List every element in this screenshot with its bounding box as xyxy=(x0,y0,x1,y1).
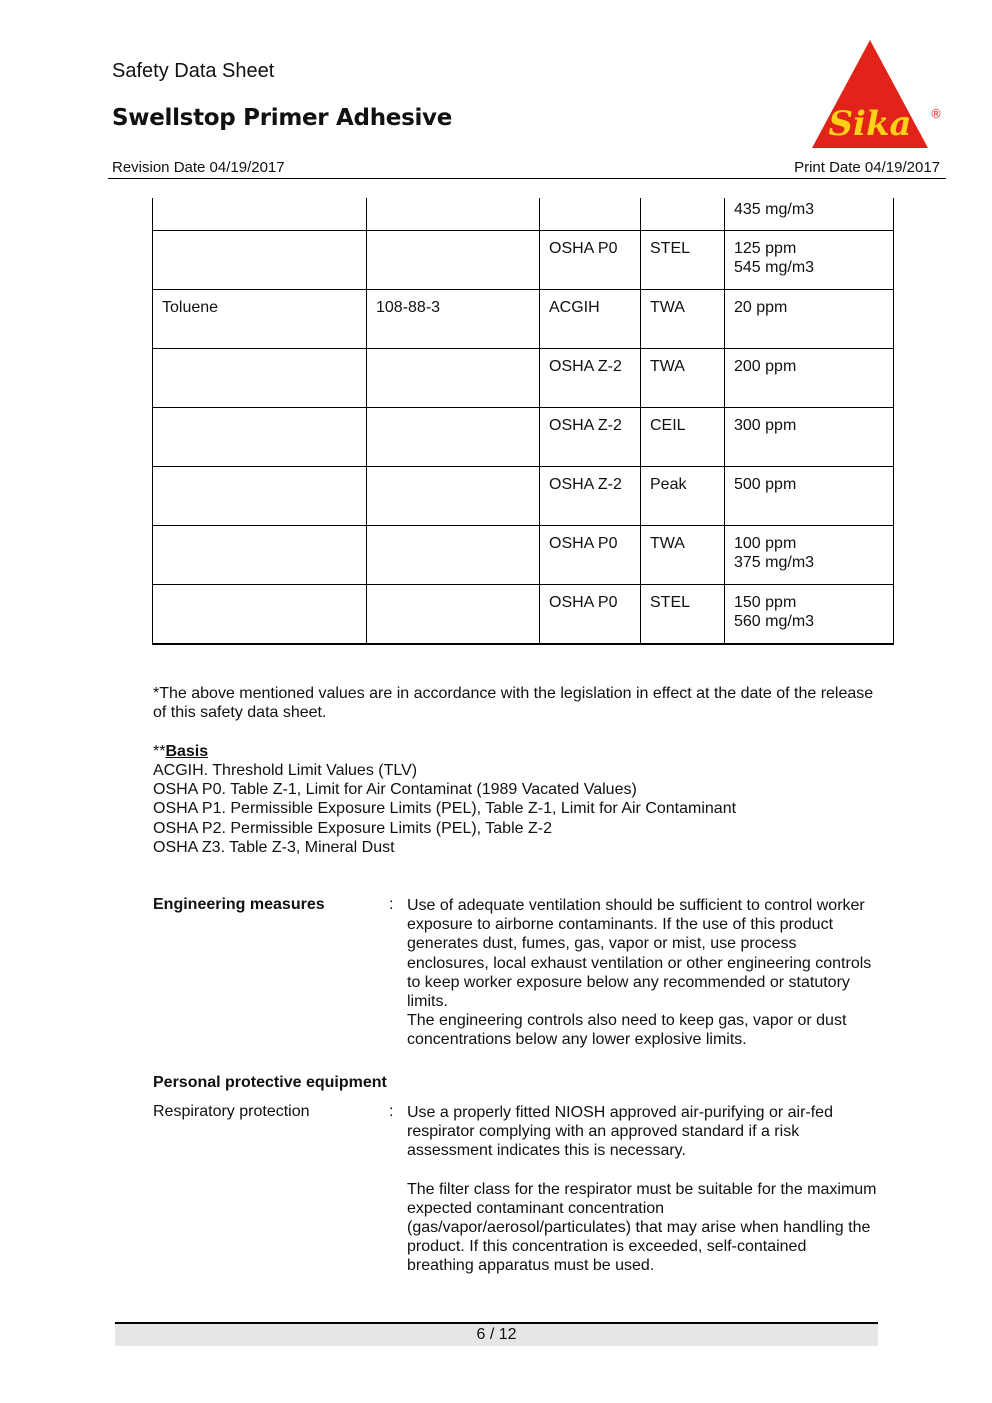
cell-component xyxy=(153,408,367,467)
sika-logo xyxy=(808,38,942,150)
cell-basis: OSHA Z-2 xyxy=(540,408,641,467)
cell-component xyxy=(153,198,367,231)
table-row xyxy=(153,585,894,645)
engineering-measures-text: Use of adequate ventilation should be sufficient to control worker exposure to airborne contaminants. If the use of this product generates dust, fumes, gas, vapor or mist, use process enclosures, local exhaust ventilation or other engineering controls to keep worker exposure below any recommended or statutory limits. The engineering controls also need to keep gas, vapor or dust concentrations below any lower explosive limits. xyxy=(407,897,872,1049)
cell-cas: 108-88-3 xyxy=(367,290,540,349)
table-row xyxy=(153,408,894,467)
cell-cas xyxy=(367,526,540,585)
cell-component: Toluene xyxy=(153,290,367,349)
exposure-limits-table xyxy=(152,198,894,645)
cell-cas xyxy=(367,408,540,467)
cell-value: 100 ppm 375 mg/m3 xyxy=(725,526,894,585)
cell-value: 300 ppm xyxy=(725,408,894,467)
legislation-note: *The above mentioned values are in accordance with the legislation in effect at the date of the release of this safety data sheet. xyxy=(153,685,874,722)
cell-basis xyxy=(540,198,641,231)
cell-type: TWA xyxy=(641,290,725,349)
cell-value: 200 ppm xyxy=(725,349,894,408)
basis-item: OSHA P1. Permissible Exposure Limits (PEL), Table Z-1, Limit for Air Contaminant xyxy=(153,800,737,818)
cell-cas xyxy=(367,231,540,290)
cell-component xyxy=(153,349,367,408)
cell-cas xyxy=(367,349,540,408)
cell-component xyxy=(153,467,367,526)
cell-cas xyxy=(367,198,540,231)
cell-basis: OSHA P0 xyxy=(540,231,641,290)
respiratory-colon: : xyxy=(389,1103,394,1120)
cell-basis: OSHA P0 xyxy=(540,526,641,585)
basis-item: OSHA Z3. Table Z-3, Mineral Dust xyxy=(153,838,395,856)
table-row xyxy=(153,467,894,526)
table-row xyxy=(153,198,894,231)
cell-type: TWA xyxy=(641,526,725,585)
cell-type xyxy=(641,198,725,231)
table-row xyxy=(153,231,894,290)
cell-value: 125 ppm 545 mg/m3 xyxy=(725,231,894,290)
cell-value: 500 ppm xyxy=(725,467,894,526)
basis-heading: **Basis xyxy=(153,743,209,760)
cell-basis: OSHA Z-2 xyxy=(540,467,641,526)
table-row xyxy=(153,349,894,408)
engineering-colon: : xyxy=(389,896,394,913)
cell-cas xyxy=(367,467,540,526)
logo-wordmark: Sika xyxy=(828,104,912,144)
cell-value: 435 mg/m3 xyxy=(725,198,894,231)
basis-item: OSHA P2. Permissible Exposure Limits (PEL), Table Z-2 xyxy=(153,819,552,837)
table-row xyxy=(153,290,894,349)
cell-cas xyxy=(367,585,540,645)
engineering-measures-label: Engineering measures xyxy=(153,896,325,913)
respiratory-protection-label: Respiratory protection xyxy=(153,1103,310,1120)
cell-type: CEIL xyxy=(641,408,725,467)
cell-component xyxy=(153,526,367,585)
registered-mark: ® xyxy=(930,107,942,121)
page-number: 6 / 12 xyxy=(476,1326,517,1343)
cell-basis: OSHA Z-2 xyxy=(540,349,641,408)
cell-component xyxy=(153,231,367,290)
cell-type: TWA xyxy=(641,349,725,408)
revision-date: Revision Date 04/19/2017 xyxy=(112,159,285,176)
document-type: Safety Data Sheet xyxy=(112,60,275,82)
cell-value: 20 ppm xyxy=(725,290,894,349)
cell-basis: OSHA P0 xyxy=(540,585,641,645)
cell-basis: ACGIH xyxy=(540,290,641,349)
cell-component xyxy=(153,585,367,645)
print-date: Print Date 04/19/2017 xyxy=(794,159,940,176)
header-divider xyxy=(108,178,946,179)
respiratory-protection-text: Use a properly fitted NIOSH approved air-purifying or air-fed respirator complying with an approved standard if a risk assessment indicates this is necessary. The filter class for the respirator must be suitable for the maximum expected contaminant concentration (gas/vapor/aerosol/particulates) that may arise when handling the product. If this concentration is exceeded, self-contained breathing apparatus must be used. xyxy=(407,1104,877,1275)
basis-item: OSHA P0. Table Z-1, Limit for Air Contaminat (1989 Vacated Values) xyxy=(153,781,637,799)
basis-item: ACGIH. Threshold Limit Values (TLV) xyxy=(153,762,418,779)
cell-type: STEL xyxy=(641,585,725,645)
table-row xyxy=(153,526,894,585)
cell-value: 150 ppm 560 mg/m3 xyxy=(725,585,894,645)
ppe-heading: Personal protective equipment xyxy=(153,1074,387,1091)
basis-title: Basis xyxy=(165,743,209,760)
cell-type: Peak xyxy=(641,467,725,526)
basis-list xyxy=(153,761,736,857)
product-name: Swellstop Primer Adhesive xyxy=(112,105,453,131)
cell-type: STEL xyxy=(641,231,725,290)
